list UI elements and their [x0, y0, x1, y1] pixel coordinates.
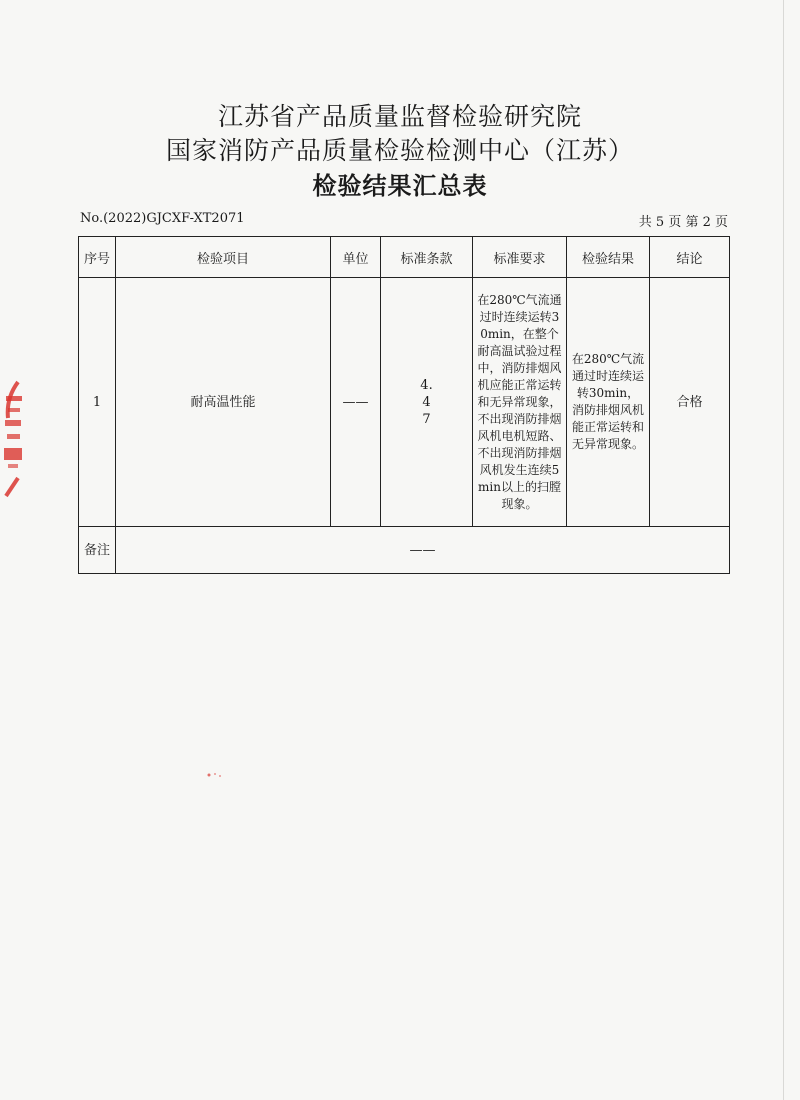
report-header [0, 100, 800, 203]
row-requirement: 在280℃气流通过时连续运转30min，在整个耐高温试验过程中，消防排烟风机应能正常运转和无异常现象，不出现消防排烟风机电机短路、不出现消防排烟风机发生连续5min以上的扫膛现象。 [477, 292, 562, 511]
report-number: No.(2022)GJCXF-XT2071 [80, 211, 245, 226]
cell-item [116, 278, 331, 527]
remark-label: 备注 [83, 542, 110, 558]
row-item: 耐高温性能 [190, 394, 256, 410]
row-conclusion: 合格 [676, 394, 703, 410]
row-clause: 4.47 [420, 377, 433, 427]
remark-row [79, 527, 730, 574]
center-name: 国家消防产品质量检验检测中心（江苏） [165, 136, 634, 165]
cell-unit [331, 278, 381, 527]
header-requirement: 标准要求 [473, 237, 567, 278]
cell-clause [381, 278, 473, 527]
report-meta [80, 211, 728, 230]
header-no: 序号 [79, 237, 116, 278]
header-item: 检验项目 [116, 237, 331, 278]
header-clause: 标准条款 [381, 237, 473, 278]
cell-conclusion [650, 278, 730, 527]
cell-no [79, 278, 116, 527]
page-info: 共 5 页 第 2 页 [638, 215, 728, 230]
header-result: 检验结果 [567, 237, 650, 278]
remark-label-cell [79, 527, 116, 574]
remark-value: —— [409, 542, 436, 558]
document-title: 检验结果汇总表 [312, 172, 488, 200]
ink-spot [205, 772, 223, 778]
cell-result [567, 278, 650, 527]
row-unit: —— [342, 394, 369, 410]
institute-name: 江苏省产品质量监督检验研究院 [217, 102, 582, 131]
header-conclusion: 结论 [650, 237, 730, 278]
table-header-row [79, 237, 730, 278]
seal-stamp-fragment [0, 378, 30, 518]
remark-value-cell [116, 527, 730, 574]
header-unit: 单位 [331, 237, 381, 278]
table-row [79, 278, 730, 527]
row-result: 在280℃气流通过时连续运转30min，消防排烟风机能正常运转和无异常现象。 [571, 352, 645, 451]
results-table [78, 236, 730, 574]
cell-requirement [473, 278, 567, 527]
row-no: 1 [92, 394, 102, 410]
